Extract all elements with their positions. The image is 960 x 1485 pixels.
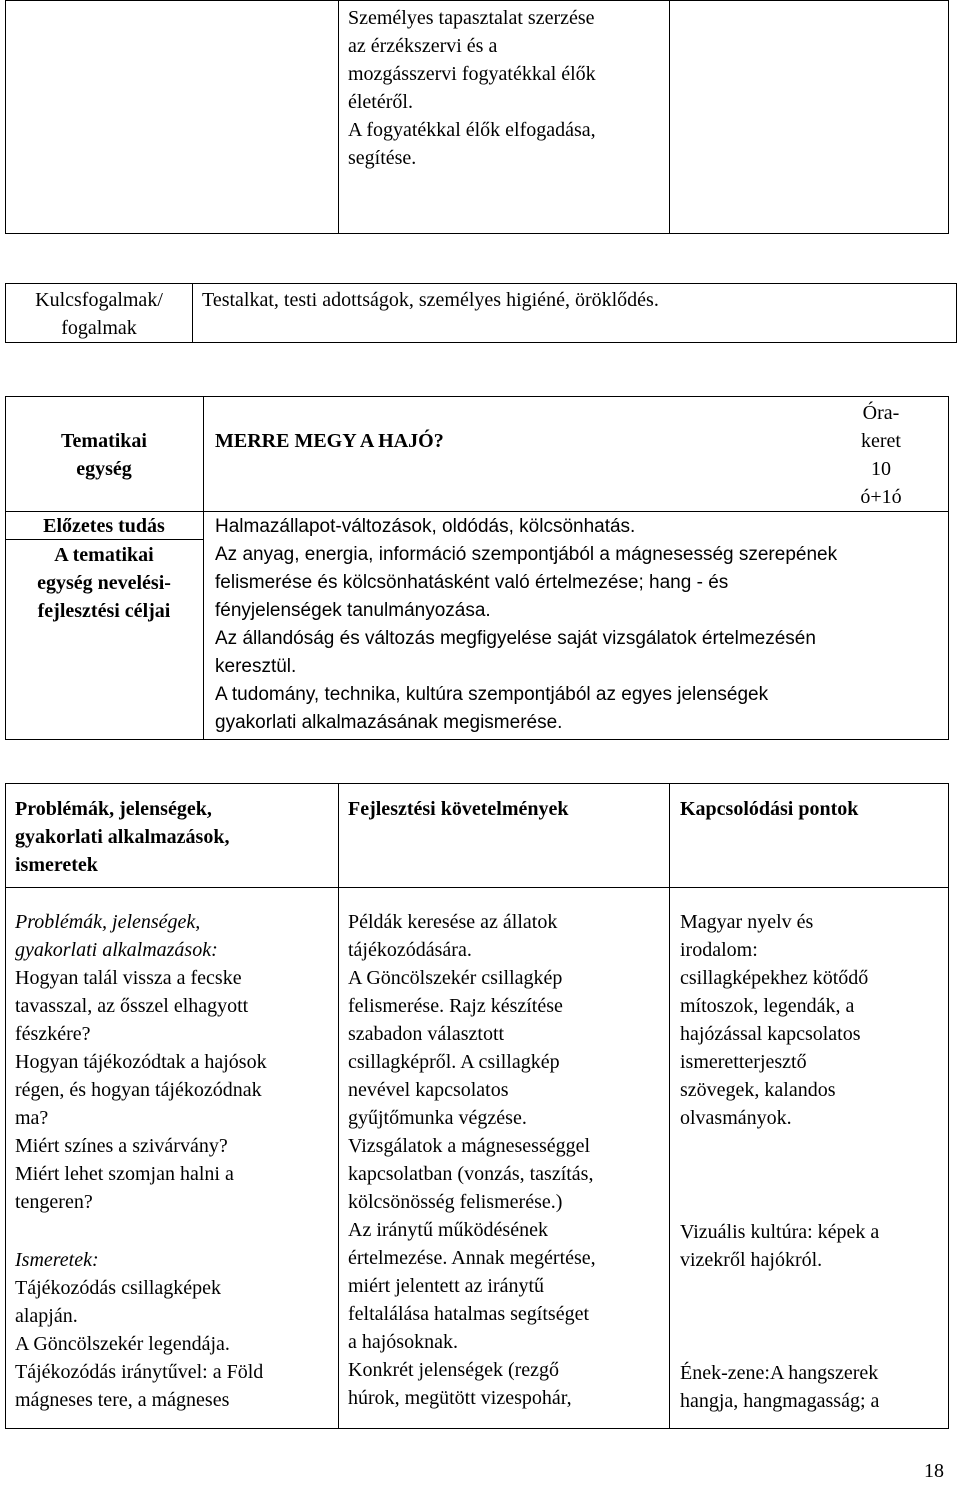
keywords-label: Kulcsfogalmak/ fogalmak bbox=[35, 289, 163, 339]
table-header-requirements: Fejlesztési követelmények bbox=[348, 798, 569, 820]
connections-block-1: Magyar nyelv és irodalom: csillagképekhez kötődő mítoszok, legendák, a hajózással kapcsolatos ismeretterjesztő szövegek, kalandos olvasmányok. bbox=[680, 911, 869, 1129]
top-box-divider-left bbox=[338, 0, 339, 234]
problems-text: Hogyan talál vissza a fecske tavasszal, az ősszel elhagyott fészkére? Hogyan tájékozódtak a hajósok régen, és hogyan tájékozódnak ma? Miért színes a szivárvány? Miért lehet szomjan halni a tengeren? bbox=[15, 967, 267, 1213]
table-header-line bbox=[5, 887, 949, 888]
table-header-connections: Kapcsolódási pontok bbox=[680, 798, 859, 820]
connections-block-2: Vizuális kultúra: képek a vizekről hajókról. bbox=[680, 1221, 880, 1271]
goals-text: Az anyag, energia, információ szempontjából a mágnesesség szerepének felismerése és kölcsönhatásként való értelmezése; hang - és fényjelenségek tanulmányozása. Az állandóság és változás megfigyelése saját vizsgálatok értelmezésén keresztül. A tudomány, technika, kultúra szempontjából az egyes jelenségek gyakorlati alkalmazásának megismerése. bbox=[215, 544, 838, 733]
table-col-divider-2 bbox=[669, 783, 670, 1429]
prior-knowledge: Halmazállapot-változások, oldódás, kölcsönhatás. bbox=[215, 516, 636, 537]
table-header-problems: Problémák, jelenségek, gyakorlati alkalmazások, ismeretek bbox=[15, 798, 230, 876]
top-box-divider-right bbox=[669, 0, 670, 234]
keywords-divider bbox=[192, 283, 193, 343]
knowledge-text: Tájékozódás csillagképek alapján. A Göncölszekér legendája. Tájékozódás iránytűvel: a Föld mágneses tere, a mágneses bbox=[15, 1277, 264, 1411]
hours-value: 10 ó+1ó bbox=[860, 458, 902, 508]
top-box-text: Személyes tapasztalat szerzése az érzékszervi és a mozgásszervi fogyatékkal élők életéről. A fogyatékkal élők elfogadása, segítése. bbox=[348, 7, 596, 169]
knowledge-heading: Ismeretek: bbox=[15, 1249, 99, 1271]
label-unit: Tematikai egység bbox=[61, 430, 147, 480]
page-number: 18 bbox=[924, 1460, 944, 1482]
keywords-value: Testalkat, testi adottságok, személyes higiéné, öröklődés. bbox=[202, 289, 659, 311]
unit-title: MERRE MEGY A HAJÓ? bbox=[215, 430, 444, 452]
requirements-text: Példák keresése az állatok tájékozódására. A Göncölszekér csillagkép felismerése. Rajz készítése szabadon választott csillagképről. A csillagkép nevével kapcsolatos gyűjtőmunka végzése. Vizsgálatok a mágnesességgel kapcsolatban (vonzás, taszítás, kölcsönösség felismerése.) Az iránytű működésének értelmezése. Annak megértése, miért jelentett az iránytű feltalálása hatalmas segítséget a hajósoknak. Konkrét jelenségek (rezgő húrok, megütött vizespohár, bbox=[348, 911, 596, 1409]
problems-heading: Problémák, jelenségek, gyakorlati alkalmazások: bbox=[15, 911, 218, 961]
connections-block-3: Ének-zene:A hangszerek hangja, hangmagasság; a bbox=[680, 1362, 880, 1412]
label-prior-knowledge: Előzetes tudás bbox=[43, 515, 165, 537]
hours-label: Óra- keret bbox=[861, 402, 901, 452]
table-col-divider-1 bbox=[338, 783, 339, 1429]
label-goals: A tematikai egység nevelési- fejlesztési céljai bbox=[37, 544, 171, 622]
unit-divider bbox=[203, 396, 204, 740]
